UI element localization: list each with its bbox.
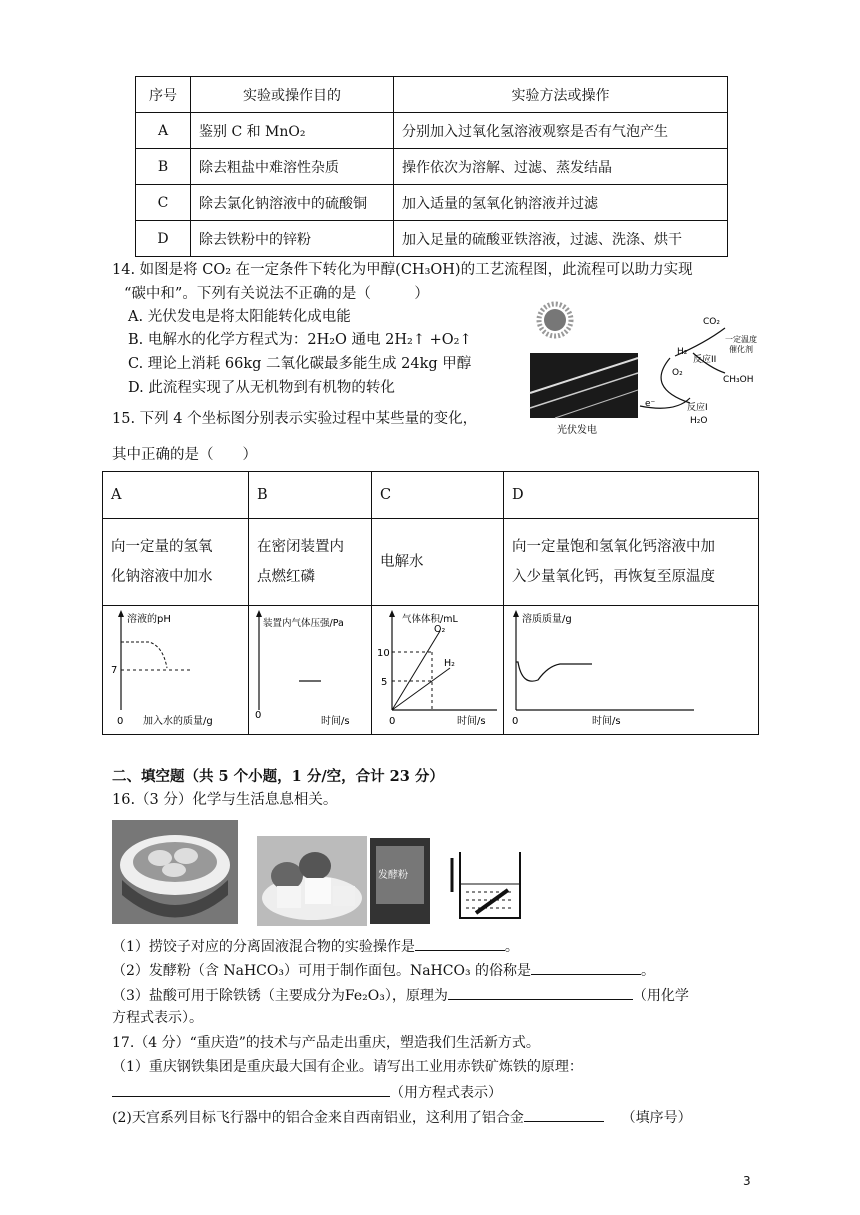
table-row bbox=[103, 606, 759, 735]
q14-option-c: C. 理论上消耗 66kg 二氧化碳最多能生成 24kg 甲醇 bbox=[128, 356, 472, 372]
table-cell: 除去铁粉中的锌粉 bbox=[191, 221, 394, 257]
q16-part1-text: （1）捞饺子对应的分离固液混合物的实验操作是 bbox=[112, 939, 415, 955]
tick-label: 7 bbox=[111, 665, 118, 676]
table-row bbox=[103, 472, 759, 519]
table-cell: 加入适量的氢氧化钠溶液并过滤 bbox=[394, 185, 728, 221]
q17-part1: （1）重庆钢铁集团是重庆最大国有企业。请写出工业用赤铁矿炼铁的原理： bbox=[112, 1059, 583, 1075]
q17-part1-end: （用方程式表示） bbox=[390, 1085, 502, 1101]
table-cell: A bbox=[136, 113, 191, 149]
description-cell bbox=[103, 519, 249, 606]
q16-part3-line2: 方程式表示）。 bbox=[112, 1010, 203, 1026]
series-label-o2: O₂ bbox=[434, 624, 446, 635]
table-cell: 鉴别 C 和 MnO₂ bbox=[191, 113, 394, 149]
co2-label: CO₂ bbox=[703, 317, 720, 327]
description-line: 向一定量饱和氢氧化钙溶液中加 bbox=[512, 539, 715, 555]
q17-part2-text: (2)天宫系列目标飞行器中的铝合金来自西南铝业，这利用了铝合金 bbox=[112, 1110, 524, 1126]
table-cell: 操作依次为溶解、过滤、蒸发结晶 bbox=[394, 149, 728, 185]
table-header-cell: 实验或操作目的 bbox=[191, 77, 394, 113]
q17-part1-answer bbox=[112, 1082, 502, 1103]
graph-cell-c bbox=[372, 606, 504, 735]
table-cell: 除去氯化钠溶液中的硫酸铜 bbox=[191, 185, 394, 221]
arrow-h2 bbox=[661, 358, 690, 403]
package-text: 发酵粉 bbox=[378, 870, 408, 881]
description-cell bbox=[249, 519, 372, 606]
description-line: 点燃红磷 bbox=[257, 569, 315, 585]
q15-stem-line2: 其中正确的是（ ） bbox=[112, 447, 257, 463]
yeast-package-photo bbox=[370, 838, 430, 924]
q14-stem-line2: “碳中和”。下列有关说法不正确的是（ ） bbox=[124, 286, 429, 302]
curve-d bbox=[516, 662, 592, 681]
answer-blank[interactable] bbox=[448, 985, 633, 1000]
description-line: 电解水 bbox=[380, 554, 424, 570]
table-cell: D bbox=[136, 221, 191, 257]
table-row bbox=[103, 519, 759, 606]
line-h2 bbox=[392, 668, 450, 710]
table-cell: B bbox=[136, 149, 191, 185]
description-line: 向一定量的氢氧 bbox=[111, 539, 213, 555]
x-axis-label: 加入水的质量/g bbox=[143, 716, 213, 727]
reaction2-label: 反应II bbox=[693, 355, 717, 365]
y-arrow-icon bbox=[118, 610, 124, 617]
e-label: e⁻ bbox=[645, 399, 656, 409]
page-number: 3 bbox=[743, 1174, 751, 1188]
q14-option-a: A. 光伏发电是将太阳能转化成电能 bbox=[128, 309, 351, 325]
q16-part1 bbox=[112, 936, 519, 957]
q16-part3 bbox=[112, 985, 689, 1006]
description-line: 入少量氧化钙，再恢复至原温度 bbox=[512, 569, 715, 585]
graph-c bbox=[372, 606, 502, 730]
line-o2 bbox=[392, 631, 440, 710]
table-row bbox=[136, 185, 728, 221]
q16-part3-end: （用化学 bbox=[632, 988, 689, 1004]
pv-label: 光伏发电 bbox=[557, 425, 597, 436]
table-row bbox=[136, 149, 728, 185]
y-axis-label: 溶液的pH bbox=[127, 614, 171, 625]
beaker-diagram bbox=[446, 848, 526, 923]
q14-option-b: B. 电解水的化学方程式为：2H₂O 通电 2H₂↑ +O₂↑ bbox=[128, 332, 472, 348]
graph-a bbox=[103, 606, 243, 730]
q15-stem-line1: 15. 下列 4 个坐标图分别表示实验过程中某些量的变化， bbox=[112, 411, 478, 427]
column-letter: A bbox=[103, 472, 249, 519]
origin-label: 0 bbox=[255, 710, 262, 721]
tick-label-10: 10 bbox=[377, 648, 390, 659]
table-cell: 加入足量的硫酸亚铁溶液，过滤、洗涤、烘干 bbox=[394, 221, 728, 257]
q16-part2-end: 。 bbox=[641, 963, 656, 979]
answer-blank[interactable] bbox=[112, 1082, 390, 1097]
experiment-table bbox=[135, 76, 728, 257]
section-title: 二、填空题（共 5 个小题，1 分/空，合计 23 分） bbox=[112, 768, 444, 785]
q16-part1-end: 。 bbox=[504, 939, 519, 955]
q17-part2 bbox=[112, 1107, 692, 1128]
x-axis-label: 时间/s bbox=[321, 716, 350, 727]
graph-table bbox=[102, 471, 759, 735]
y-axis-label: 溶质质量/g bbox=[522, 614, 572, 625]
description-line: 化钠溶液中加水 bbox=[111, 569, 213, 585]
q17-part2-end: （填序号） bbox=[621, 1110, 692, 1126]
graph-cell-d bbox=[504, 606, 759, 735]
table-row bbox=[136, 221, 728, 257]
q14-option-d: D. 此流程实现了从无机物到有机物的转化 bbox=[128, 380, 395, 396]
description-cell bbox=[504, 519, 759, 606]
q17-stem: 17.（4 分）“重庆造”的技术与产品走出重庆，塑造我们生活新方式。 bbox=[112, 1035, 540, 1051]
sun-icon bbox=[539, 304, 571, 336]
ch3oh-label: CH₃OH bbox=[723, 375, 754, 385]
q14-process-diagram bbox=[525, 298, 765, 443]
table-cell: C bbox=[136, 185, 191, 221]
h2-label: H₂ bbox=[677, 347, 688, 357]
table-cell: 分别加入过氧化氢溶液观察是否有气泡产生 bbox=[394, 113, 728, 149]
x-axis-label: 时间/s bbox=[457, 716, 486, 727]
series-label-h2: H₂ bbox=[444, 658, 455, 669]
column-letter: B bbox=[249, 472, 372, 519]
answer-blank[interactable] bbox=[531, 960, 641, 975]
dumplings-photo bbox=[112, 820, 238, 924]
tick-label-5: 5 bbox=[381, 677, 388, 688]
x-axis-label: 时间/s bbox=[592, 716, 621, 727]
reaction1-label: 反应I bbox=[687, 403, 708, 413]
table-row bbox=[136, 113, 728, 149]
origin-label: 0 bbox=[389, 716, 396, 727]
catalyst-label2: 催化剂 bbox=[729, 345, 753, 354]
y-axis-label: 气体体积/mL bbox=[402, 614, 458, 625]
q16-part2 bbox=[112, 960, 655, 981]
column-letter: D bbox=[504, 472, 759, 519]
q16-part3-text: （3）盐酸可用于除铁锈（主要成分为Fe₂O₃），原理为 bbox=[112, 988, 448, 1004]
solar-panel-image bbox=[530, 353, 638, 418]
table-header-cell: 实验方法或操作 bbox=[394, 77, 728, 113]
y-axis-label: 装置内气体压强/Pa bbox=[263, 618, 344, 629]
answer-blank[interactable] bbox=[415, 936, 505, 951]
y-arrow-icon bbox=[513, 610, 519, 617]
bread-photo bbox=[257, 836, 367, 926]
description-line: 在密闭装置内 bbox=[257, 539, 344, 555]
table-header-cell: 序号 bbox=[136, 77, 191, 113]
curve-a bbox=[121, 642, 167, 668]
table-header-row bbox=[136, 77, 728, 113]
y-arrow-icon bbox=[256, 610, 262, 617]
origin-label: 0 bbox=[512, 716, 519, 727]
table-cell: 除去粗盐中难溶性杂质 bbox=[191, 149, 394, 185]
description-cell bbox=[372, 519, 504, 606]
graph-d bbox=[504, 606, 754, 730]
q16-stem: 16.（3 分）化学与生活息息相关。 bbox=[112, 792, 338, 808]
o2-label: O₂ bbox=[672, 368, 683, 378]
answer-blank[interactable] bbox=[524, 1107, 604, 1122]
graph-cell-a bbox=[103, 606, 249, 735]
h2o-label: H₂O bbox=[690, 416, 708, 426]
q16-part2-text: （2）发酵粉（含 NaHCO₃）可用于制作面包。NaHCO₃ 的俗称是 bbox=[112, 963, 532, 979]
column-letter: C bbox=[372, 472, 504, 519]
q14-stem-line1: 14. 如图是将 CO₂ 在一定条件下转化为甲醇(CH₃OH)的工艺流程图，此流程可以助力实现 bbox=[112, 262, 693, 278]
graph-b bbox=[249, 606, 369, 730]
y-arrow-icon bbox=[389, 610, 395, 617]
catalyst-label1: 一定温度 bbox=[725, 335, 757, 344]
origin-label: 0 bbox=[117, 716, 124, 727]
graph-cell-b bbox=[249, 606, 372, 735]
